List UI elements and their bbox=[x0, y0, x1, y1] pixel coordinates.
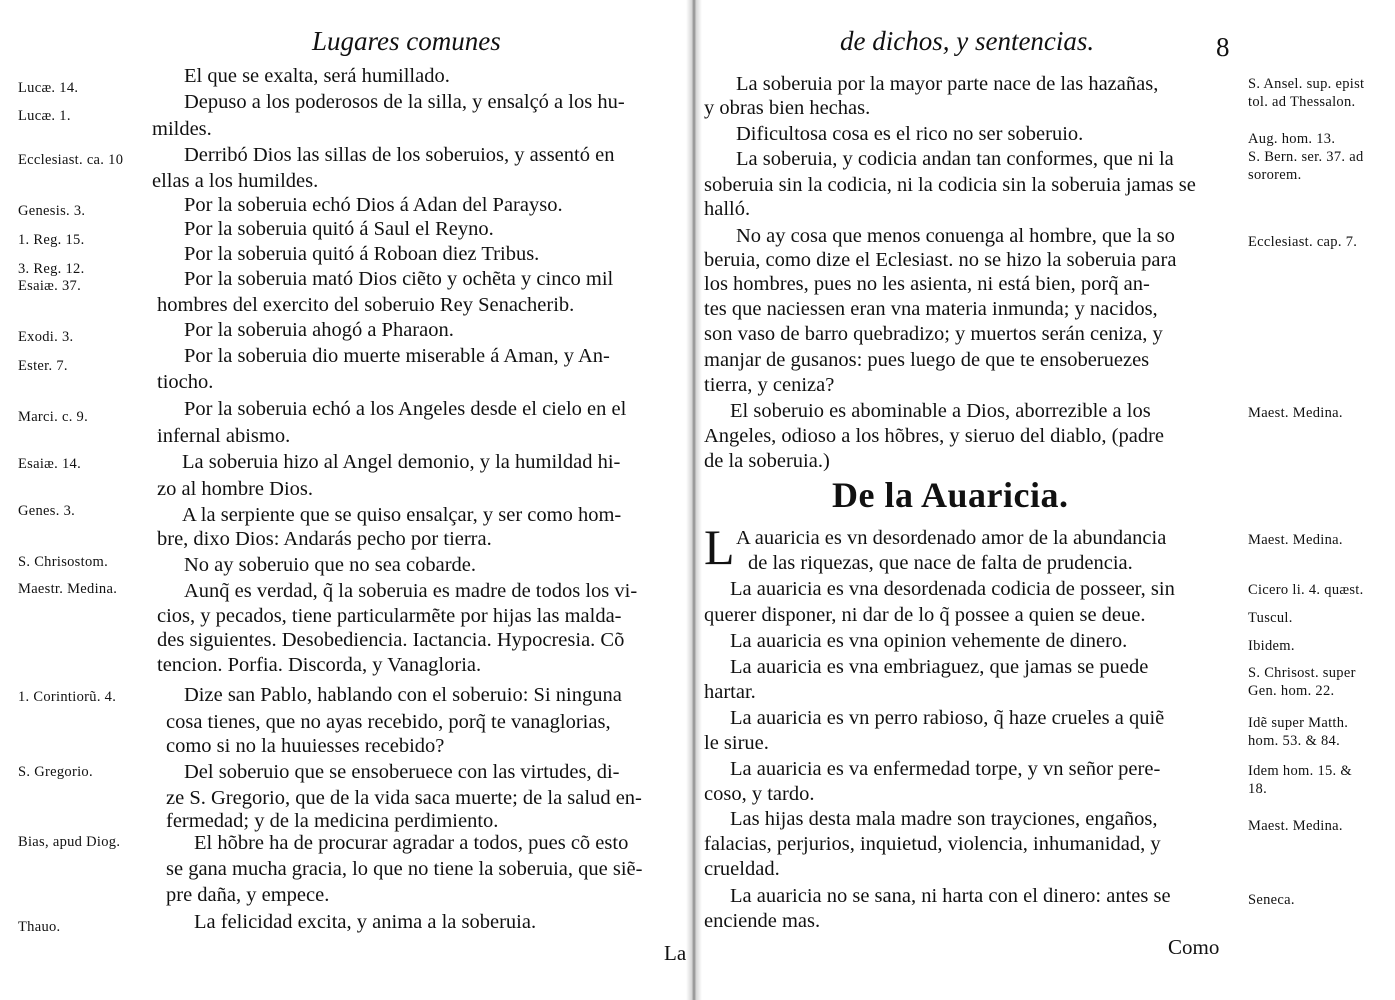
body-line: Del soberuio que se ensoberuece con las virtudes, di- bbox=[184, 761, 620, 783]
margin-note: 1. Corintiorũ. 4. bbox=[18, 689, 117, 705]
body-line: Las hijas desta mala madre son trayciones, engaños, bbox=[730, 808, 1158, 830]
body-line: querer disponer, ni dar de lo q̃ possee a quien se deue. bbox=[704, 604, 1146, 626]
running-header-right: de dichos, y sentencias. bbox=[840, 26, 1095, 56]
body-line: y obras bien hechas. bbox=[704, 97, 871, 119]
margin-note: Maest. Medina. bbox=[1248, 818, 1343, 834]
body-line: soberuia sin la codicia, ni la codicia sin la soberuia jamas se bbox=[704, 174, 1196, 196]
body-line: La auaricia no se sana, ni harta con el dinero: antes se bbox=[730, 885, 1171, 907]
margin-note: Genesis. 3. bbox=[18, 203, 86, 219]
margin-note: 1. Reg. 15. bbox=[18, 232, 85, 248]
body-line: halló. bbox=[704, 198, 751, 220]
left-page bbox=[0, 0, 690, 1000]
body-line: No ay cosa que menos conuenga al hombre, que la so bbox=[736, 225, 1175, 247]
running-header-left: Lugares comunes bbox=[312, 26, 501, 56]
body-line: Por la soberuia ahogó a Pharaon. bbox=[184, 319, 454, 341]
margin-note: S. Chrisost. super bbox=[1248, 665, 1356, 681]
margin-note: Esaiæ. 14. bbox=[18, 456, 82, 472]
drop-cap: L bbox=[704, 519, 735, 575]
margin-note: Lucæ. 1. bbox=[18, 108, 71, 124]
margin-note: Ester. 7. bbox=[18, 358, 68, 374]
margin-note: Lucæ. 14. bbox=[18, 80, 79, 96]
body-line: de la soberuia.) bbox=[704, 450, 830, 472]
body-line: coso, y tardo. bbox=[704, 783, 815, 805]
margin-note: Cicero li. 4. quæst. bbox=[1248, 582, 1364, 598]
margin-note: Thauo. bbox=[18, 919, 61, 935]
margin-note: Idem hom. 15. & bbox=[1248, 763, 1352, 779]
body-line: tierra, y ceniza? bbox=[704, 374, 835, 396]
margin-note: Genes. 3. bbox=[18, 503, 76, 519]
margin-note: S. Bern. ser. 37. ad bbox=[1248, 149, 1364, 165]
body-line: Por la soberuia echó a los Angeles desde el cielo en el bbox=[184, 398, 627, 420]
margin-note: 18. bbox=[1248, 781, 1268, 797]
body-line: La soberuia, y codicia andan tan conformes, que ni la bbox=[736, 148, 1174, 170]
body-line: se gana mucha gracia, lo que no tiene la soberuia, que siẽ- bbox=[166, 858, 643, 880]
body-line: No ay soberuio que no sea cobarde. bbox=[184, 554, 477, 576]
body-line: bre, dixo Dios: Andarás pecho por tierra. bbox=[157, 528, 492, 550]
body-line: La soberuia por la mayor parte nace de las hazañas, bbox=[736, 73, 1159, 95]
body-line: falacias, perjurios, inquietud, violencia, inhumanidad, y bbox=[704, 833, 1161, 855]
margin-note: Maest. Medina. bbox=[1248, 532, 1343, 548]
margin-note: sororem. bbox=[1248, 167, 1302, 183]
body-line: La auaricia es vna embriaguez, que jamas se puede bbox=[730, 656, 1149, 678]
body-line: crueldad. bbox=[704, 858, 780, 880]
body-line: cios, y pecados, tiene particularmẽte por hijas las malda- bbox=[157, 605, 622, 627]
margin-note: S. Gregorio. bbox=[18, 764, 93, 780]
body-line: Derribó Dios las sillas de los soberuios, y assentó en bbox=[184, 144, 615, 166]
body-line: Por la soberuia mató Dios ciẽto y ochẽta y cinco mil bbox=[184, 268, 614, 290]
margin-note: 3. Reg. 12. bbox=[18, 261, 85, 277]
body-line: des siguientes. Desobediencia. Iactancia. Hypocresia. Cõ bbox=[157, 629, 625, 651]
body-line: A auaricia es vn desordenado amor de la abundancia bbox=[736, 527, 1167, 549]
margin-note: Idẽ super Matth. bbox=[1248, 715, 1349, 731]
margin-note: Seneca. bbox=[1248, 892, 1295, 908]
body-line: Por la soberuia echó Dios á Adan del Parayso. bbox=[184, 194, 563, 216]
margin-note: S. Chrisostom. bbox=[18, 554, 109, 570]
body-line: Dize san Pablo, hablando con el soberuio: Si ninguna bbox=[184, 684, 622, 706]
body-line: hartar. bbox=[704, 681, 756, 703]
body-line: hombres del exercito del soberuio Rey Senacherib. bbox=[157, 294, 575, 316]
body-line: A la serpiente que se quiso ensalçar, y ser como hom- bbox=[182, 504, 622, 526]
body-line: La soberuia hizo al Angel demonio, y la humildad hi- bbox=[182, 451, 621, 473]
margin-note: Aug. hom. 13. bbox=[1248, 131, 1336, 147]
margin-note: Gen. hom. 22. bbox=[1248, 683, 1335, 699]
body-line: enciende mas. bbox=[704, 910, 821, 932]
body-line: El hõbre ha de procurar agradar a todos, pues cõ esto bbox=[194, 832, 629, 854]
body-line: tiocho. bbox=[157, 371, 214, 393]
body-line: La auaricia es va enfermedad torpe, y vn señor pere- bbox=[730, 758, 1161, 780]
catchword: La bbox=[664, 941, 687, 965]
margin-note: Ecclesiast. ca. 10 bbox=[18, 152, 124, 168]
margin-note: Esaiæ. 37. bbox=[18, 278, 82, 294]
body-line: Aunq̃ es verdad, q̃ la soberuia es madre de todos los vi- bbox=[184, 580, 638, 602]
body-line: fermedad; y de la medicina perdimiento. bbox=[166, 810, 499, 832]
margin-note: Maestr. Medina. bbox=[18, 581, 118, 597]
body-line: tes que naciessen eran vna materia inmunda; y nacidos, bbox=[704, 298, 1158, 320]
margin-note: Exodi. 3. bbox=[18, 329, 74, 345]
body-line: zo al hombre Dios. bbox=[157, 478, 313, 500]
margin-note: tol. ad Thessalon. bbox=[1248, 94, 1356, 110]
body-line: mildes. bbox=[152, 118, 212, 140]
body-line: tencion. Porfia. Discorda, y Vanagloria. bbox=[157, 654, 482, 676]
body-line: beruia, como dize el Eclesiast. no se hizo la soberuia para bbox=[704, 249, 1177, 271]
body-line: le sirue. bbox=[704, 732, 769, 754]
body-line: son vaso de barro quebradizo; y muertos serán ceniza, y bbox=[704, 323, 1163, 345]
body-line: Angeles, odioso a los hõbres, y sieruo del diablo, (padre bbox=[704, 425, 1165, 447]
margin-note: Ecclesiast. cap. 7. bbox=[1248, 234, 1358, 250]
body-line: manjar de gusanos: pues luego de que te ensoberuezes bbox=[704, 349, 1150, 371]
body-line: La auaricia es vna opinion vehemente de dinero. bbox=[730, 630, 1128, 652]
body-line: La auaricia es vna desordenada codicia de posseer, sin bbox=[730, 578, 1175, 600]
margin-note: hom. 53. & 84. bbox=[1248, 733, 1341, 749]
catchword: Como bbox=[1168, 935, 1220, 959]
body-line: pre daña, y empece. bbox=[166, 884, 330, 906]
body-line: La felicidad excita, y anima a la soberuia. bbox=[194, 911, 537, 933]
margin-note: Tuscul. bbox=[1248, 610, 1293, 626]
right-page bbox=[700, 0, 1395, 1000]
body-line: los hombres, pues no les asienta, ni está bien, porq̃ an- bbox=[704, 273, 1150, 295]
body-line: de las riquezas, que nace de falta de prudencia. bbox=[748, 552, 1133, 574]
body-line: Por la soberuia dio muerte miserable á Aman, y An- bbox=[184, 345, 610, 367]
body-line: El que se exalta, será humillado. bbox=[184, 65, 450, 87]
margin-note: Maest. Medina. bbox=[1248, 405, 1343, 421]
body-line: cosa tienes, que no ayas recebido, porq̃ te vanaglorias, bbox=[166, 711, 611, 733]
body-line: Depuso a los poderosos de la silla, y ensalçó a los hu- bbox=[184, 91, 625, 113]
body-line: Dificultosa cosa es el rico no ser soberuio. bbox=[736, 123, 1084, 145]
body-line: infernal abismo. bbox=[157, 425, 291, 447]
body-line: Por la soberuia quitó á Roboan diez Tribus. bbox=[184, 243, 540, 265]
body-line: La auaricia es vn perro rabioso, q̃ haze crueles a quiẽ bbox=[730, 707, 1165, 729]
body-line: ellas a los humildes. bbox=[152, 170, 319, 192]
body-line: Por la soberuia quitó á Saul el Reyno. bbox=[184, 218, 494, 240]
margin-note: Bias, apud Diog. bbox=[18, 834, 121, 850]
margin-note: Ibidem. bbox=[1248, 638, 1295, 654]
section-heading: De la Auaricia. bbox=[832, 475, 1069, 515]
page-number: 8 bbox=[1216, 32, 1230, 62]
margin-note: S. Ansel. sup. epist bbox=[1248, 76, 1365, 92]
body-line: El soberuio es abominable a Dios, aborrezible a los bbox=[730, 400, 1151, 422]
margin-note: Marci. c. 9. bbox=[18, 409, 89, 425]
body-line: ze S. Gregorio, que de la vida saca muerte; de la salud en- bbox=[166, 787, 642, 809]
body-line: como si no la huuiesses recebido? bbox=[166, 735, 445, 757]
